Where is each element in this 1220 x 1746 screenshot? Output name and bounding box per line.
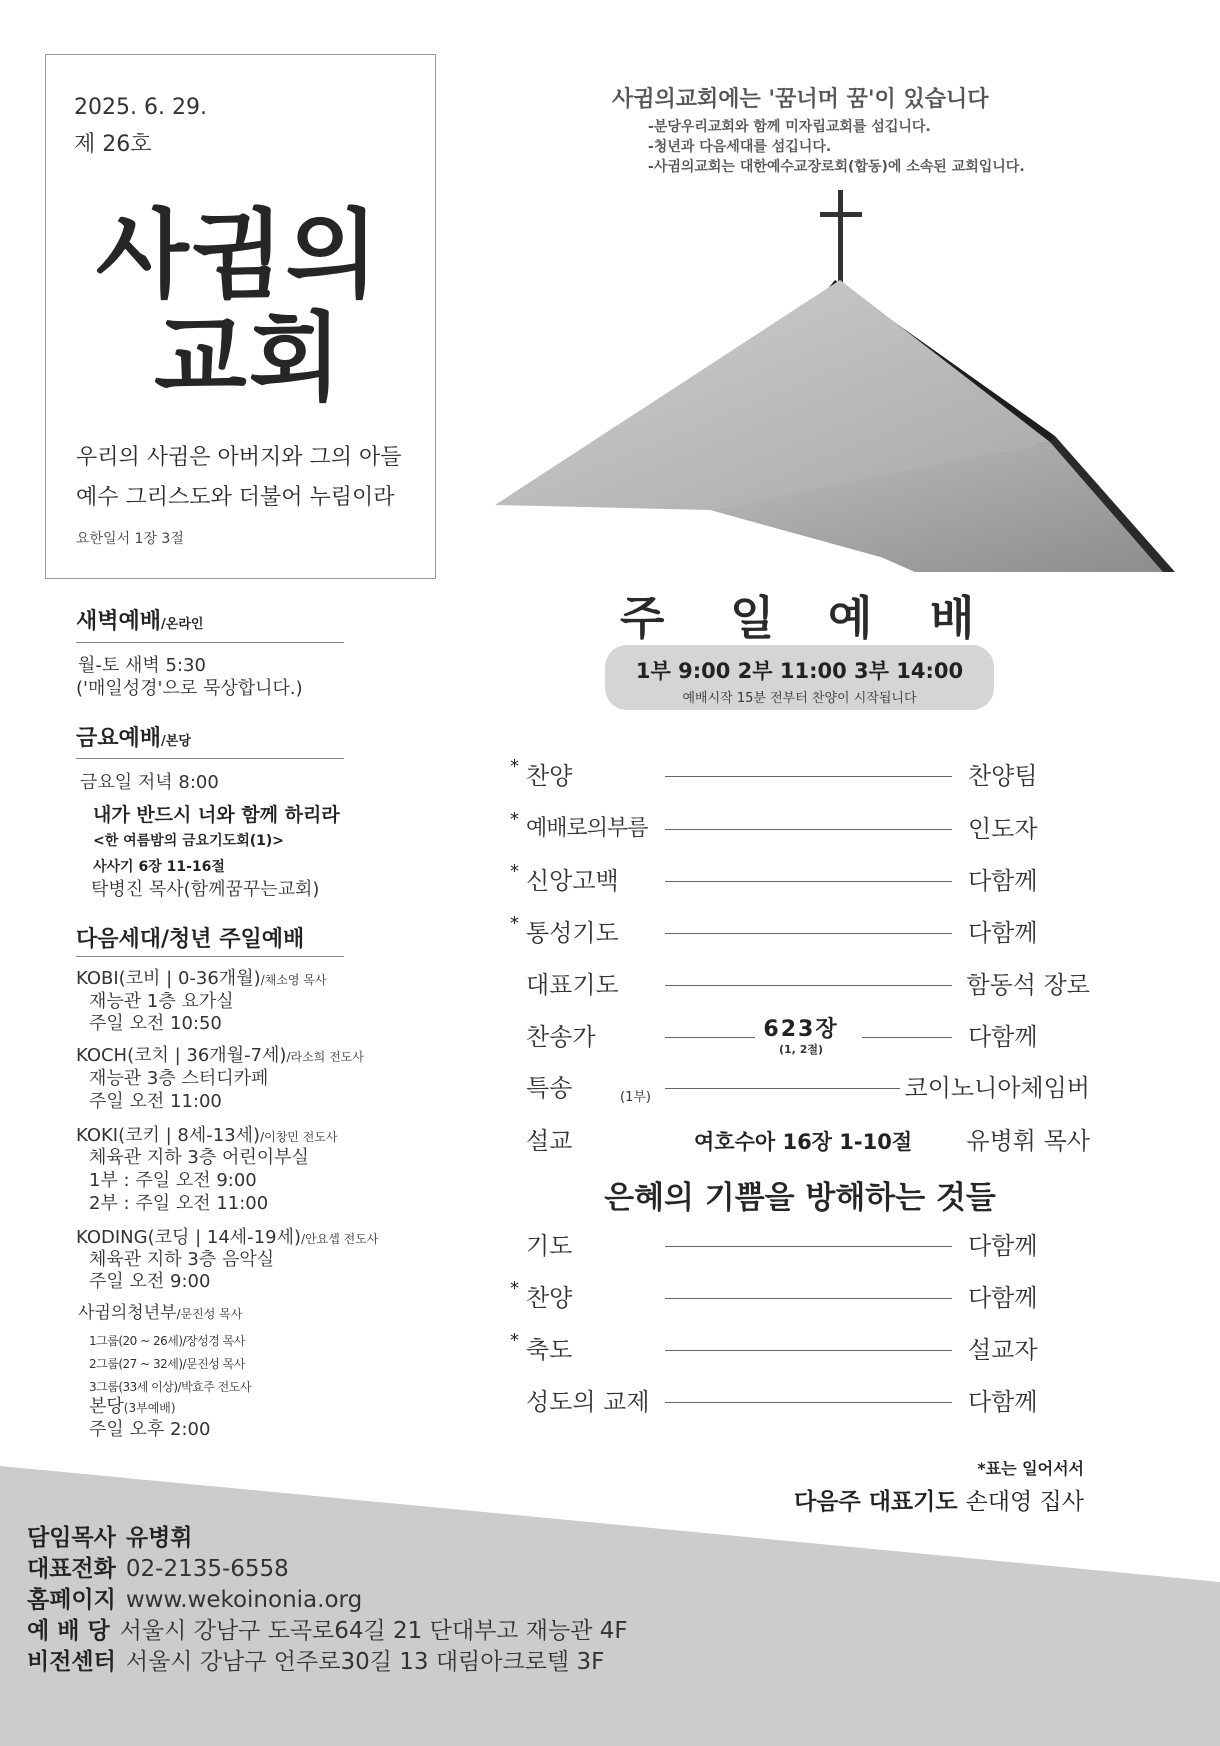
standing-mark: * bbox=[510, 861, 519, 882]
koding-leader: /안요셉 전도사 bbox=[300, 1232, 379, 1246]
friday-time: 금요일 저녁 8:00 bbox=[80, 772, 219, 793]
koch-name: KOCH(코치 | 36개월-7세)/라소희 전도사 bbox=[76, 1045, 364, 1066]
order-row bbox=[510, 1072, 1090, 1104]
leader-line bbox=[665, 1088, 900, 1089]
order-item-leader: 인도자 bbox=[968, 815, 1038, 843]
order-item-leader: 코이노니아체임버 bbox=[904, 1074, 1090, 1102]
leader-line bbox=[665, 881, 952, 882]
issue-date: 2025. 6. 29. bbox=[74, 95, 207, 120]
order-item-name: 신앙고백 bbox=[526, 867, 619, 895]
leader-line bbox=[665, 1037, 755, 1038]
leader-line bbox=[665, 933, 952, 934]
service-times-note: 예배시작 15분 전부터 찬양이 시작됩니다 bbox=[682, 691, 917, 706]
order-item-name: 찬양 bbox=[526, 762, 573, 790]
sunday-title-char-4: 배 bbox=[930, 591, 975, 645]
leader-line bbox=[665, 776, 952, 777]
footer-pastor-name: 유병휘 bbox=[125, 1525, 193, 1551]
friday-passage: 사사기 6장 11-16절 bbox=[93, 859, 225, 875]
footer-label: 비전센터 bbox=[27, 1649, 116, 1675]
footer-pastor bbox=[27, 1519, 203, 1552]
dawn-time: 월-토 새벽 5:30 bbox=[78, 655, 206, 676]
sermon-passage: 여호수아 16장 1-10절 bbox=[694, 1130, 913, 1154]
leader-line bbox=[665, 1350, 952, 1351]
church-logo-line1: 사귐의 bbox=[96, 199, 381, 311]
koch-leader: /라소희 전도사 bbox=[286, 1050, 364, 1064]
sunday-title-char-2: 일 bbox=[730, 591, 775, 645]
order-item-name: 축도 bbox=[526, 1336, 573, 1364]
youth-name: 사귐의청년부/문진성 목사 bbox=[78, 1303, 243, 1323]
koki-time-1: 1부 : 주일 오전 9:00 bbox=[89, 1170, 257, 1191]
youth-group-2: 2그룹(27 ~ 32세)/문진성 목사 bbox=[89, 1357, 245, 1371]
footer-phone-number: 02-2135-6558 bbox=[125, 1556, 289, 1582]
footer-label: 대표전화 bbox=[27, 1556, 116, 1582]
standing-mark: * bbox=[510, 809, 519, 830]
koki-place: 체육관 지하 3층 어린이부실 bbox=[89, 1147, 309, 1168]
youth-group-1: 1그룹(20 ~ 26세)/장성경 목사 bbox=[89, 1334, 245, 1348]
leader-line bbox=[665, 1246, 952, 1247]
footer-venue-address: 서울시 강남구 도곡로64길 21 단대부고 재능관 4F bbox=[119, 1618, 628, 1644]
order-item-name: 찬양 bbox=[526, 1284, 573, 1312]
friday-theme: 내가 반드시 너와 함께 하리라 bbox=[93, 804, 340, 826]
order-row bbox=[510, 969, 1090, 1001]
order-row bbox=[510, 1386, 1090, 1418]
vision-item-1: -분당우리교회와 함께 미자립교회를 섬깁니다. bbox=[648, 119, 931, 135]
service-times: 1부 9:00 2부 11:00 3부 14:00 bbox=[635, 659, 964, 683]
footer-vision-center-address: 서울시 강남구 언주로30길 13 대림아크로텔 3F bbox=[125, 1649, 605, 1675]
divider bbox=[76, 956, 344, 957]
youth-leader: /문진성 목사 bbox=[176, 1307, 243, 1321]
koki-leader: /이창민 전도사 bbox=[260, 1130, 338, 1144]
youth-place: 본당(3부예배) bbox=[89, 1396, 176, 1417]
order-item-leader: 다함께 bbox=[968, 867, 1038, 895]
kobi-name: KOBI(코비 | 0-36개월)/채소영 목사 bbox=[76, 968, 327, 989]
order-row bbox=[510, 861, 1090, 897]
verse-reference: 요한일서 1장 3절 bbox=[76, 531, 184, 547]
order-item-leader: 다함께 bbox=[968, 919, 1038, 947]
youth-time: 주일 오후 2:00 bbox=[89, 1419, 211, 1440]
order-row bbox=[510, 756, 1090, 792]
footer-label: 예 배 당 bbox=[27, 1618, 110, 1644]
footer-label: 담임목사 bbox=[27, 1525, 116, 1551]
dawn-service-title: 새벽예배/온라인 bbox=[76, 609, 204, 634]
standing-mark: * bbox=[510, 913, 519, 934]
koding-place: 체육관 지하 3층 음악실 bbox=[89, 1249, 275, 1270]
issue-number: 제 26호 bbox=[74, 132, 152, 157]
footer-phone bbox=[27, 1550, 289, 1583]
order-item-leader: 설교자 bbox=[968, 1336, 1038, 1364]
order-item-name: 예배로의부름 bbox=[526, 816, 648, 841]
koch-time: 주일 오전 11:00 bbox=[89, 1091, 222, 1112]
next-prayer-label: 다음주 대표기도 bbox=[794, 1489, 958, 1515]
divider bbox=[76, 758, 344, 759]
order-item-leader: 다함께 bbox=[968, 1023, 1038, 1051]
friday-speaker: 탁병진 목사(함께꿈꾸는교회) bbox=[91, 879, 320, 900]
footer-homepage-link[interactable]: www.wekoinonia.org bbox=[125, 1587, 363, 1613]
dawn-service-tag: /온라인 bbox=[161, 617, 204, 632]
church-roof-illustration bbox=[495, 180, 1175, 575]
kobi-time: 주일 오전 10:50 bbox=[89, 1013, 222, 1034]
standing-note: *표는 일어서서 bbox=[977, 1459, 1084, 1478]
order-item-name: 특송 bbox=[526, 1074, 573, 1102]
footer-homepage bbox=[27, 1581, 362, 1614]
order-item-name: 기도 bbox=[526, 1232, 573, 1260]
order-item-leader: 다함께 bbox=[968, 1232, 1038, 1260]
title-box bbox=[45, 54, 436, 579]
youth-place-note: (3부예배) bbox=[123, 1401, 176, 1415]
order-row bbox=[510, 913, 1090, 949]
leader-line bbox=[665, 1402, 952, 1403]
leader-line bbox=[665, 829, 952, 830]
koki-time-2: 2부 : 주일 오전 11:00 bbox=[89, 1193, 269, 1214]
leader-line bbox=[665, 985, 952, 986]
next-week-prayer bbox=[794, 1483, 1084, 1516]
dawn-note: ('매일성경'으로 묵상합니다.) bbox=[76, 678, 303, 699]
footer-label: 홈페이지 bbox=[27, 1587, 116, 1613]
divider bbox=[76, 642, 344, 643]
youth-group-3: 3그룹(33세 이상)/박효주 전도사 bbox=[89, 1380, 251, 1394]
service-times-pill bbox=[605, 645, 994, 710]
sunday-title-char-3: 예 bbox=[828, 591, 873, 645]
order-item-leader: 함동석 장로 bbox=[966, 971, 1090, 999]
footer-venue bbox=[27, 1612, 628, 1645]
friday-service-tag: /본당 bbox=[161, 734, 191, 749]
friday-event: <한 여름밤의 금요기도회(1)> bbox=[93, 833, 284, 849]
order-row bbox=[510, 809, 1090, 845]
leader-line bbox=[665, 1298, 952, 1299]
order-item-name: 성도의 교제 bbox=[526, 1388, 650, 1416]
order-row bbox=[510, 1278, 1090, 1314]
vision-item-3: -사귐의교회는 대한예수교장로회(합동)에 소속된 교회입니다. bbox=[648, 159, 1025, 175]
standing-mark: * bbox=[510, 1330, 519, 1351]
koki-name: KOKI(코키 | 8세-13세)/이창민 전도사 bbox=[76, 1125, 338, 1146]
sermon-title: 은혜의 기쁨을 방해하는 것들 bbox=[604, 1180, 996, 1216]
order-item-leader: 다함께 bbox=[968, 1284, 1038, 1312]
koding-time: 주일 오전 9:00 bbox=[89, 1271, 211, 1292]
standing-mark: * bbox=[510, 1278, 519, 1299]
vision-item-2: -청년과 다음세대를 섬깁니다. bbox=[648, 139, 832, 155]
order-item-leader: 찬양팀 bbox=[968, 762, 1038, 790]
hymn-verses: (1, 2절) bbox=[779, 1043, 823, 1056]
order-item-leader: 유병휘 목사 bbox=[966, 1127, 1090, 1155]
verse-line2: 예수 그리스도와 더불어 누림이라 bbox=[76, 485, 395, 510]
hymn-number: 623장 bbox=[763, 1017, 839, 1042]
friday-service-title: 금요예배/본당 bbox=[76, 726, 191, 751]
order-item-leader: 다함께 bbox=[968, 1388, 1038, 1416]
koch-place: 재능관 3층 스터디카페 bbox=[89, 1068, 269, 1089]
order-item-name: 설교 bbox=[526, 1127, 573, 1155]
footer-vision-center bbox=[27, 1643, 604, 1676]
kobi-leader: /채소영 목사 bbox=[260, 973, 327, 987]
order-item-name: 찬송가 bbox=[526, 1023, 596, 1051]
kobi-place: 재능관 1층 요가실 bbox=[89, 991, 234, 1012]
church-logo-line2: 교회 bbox=[154, 302, 344, 414]
verse-line1: 우리의 사귐은 아버지와 그의 아들 bbox=[76, 445, 402, 470]
koding-name: KODING(코딩 | 14세-19세)/안요셉 전도사 bbox=[76, 1227, 379, 1248]
order-item-name: 대표기도 bbox=[526, 971, 619, 999]
vision-title: 사귐의교회에는 '꿈너머 꿈'이 있습니다 bbox=[612, 87, 989, 112]
order-row bbox=[510, 1230, 1090, 1262]
nextgen-service-title: 다음세대/청년 주일예배 bbox=[76, 927, 305, 952]
order-row bbox=[510, 1330, 1090, 1366]
next-prayer-name: 손대영 집사 bbox=[965, 1489, 1084, 1515]
leader-line bbox=[862, 1037, 952, 1038]
standing-mark: * bbox=[510, 756, 519, 777]
special-song-part: (1부) bbox=[620, 1090, 651, 1105]
order-item-name: 통성기도 bbox=[526, 919, 619, 947]
sunday-title-char-1: 주 bbox=[620, 591, 665, 645]
